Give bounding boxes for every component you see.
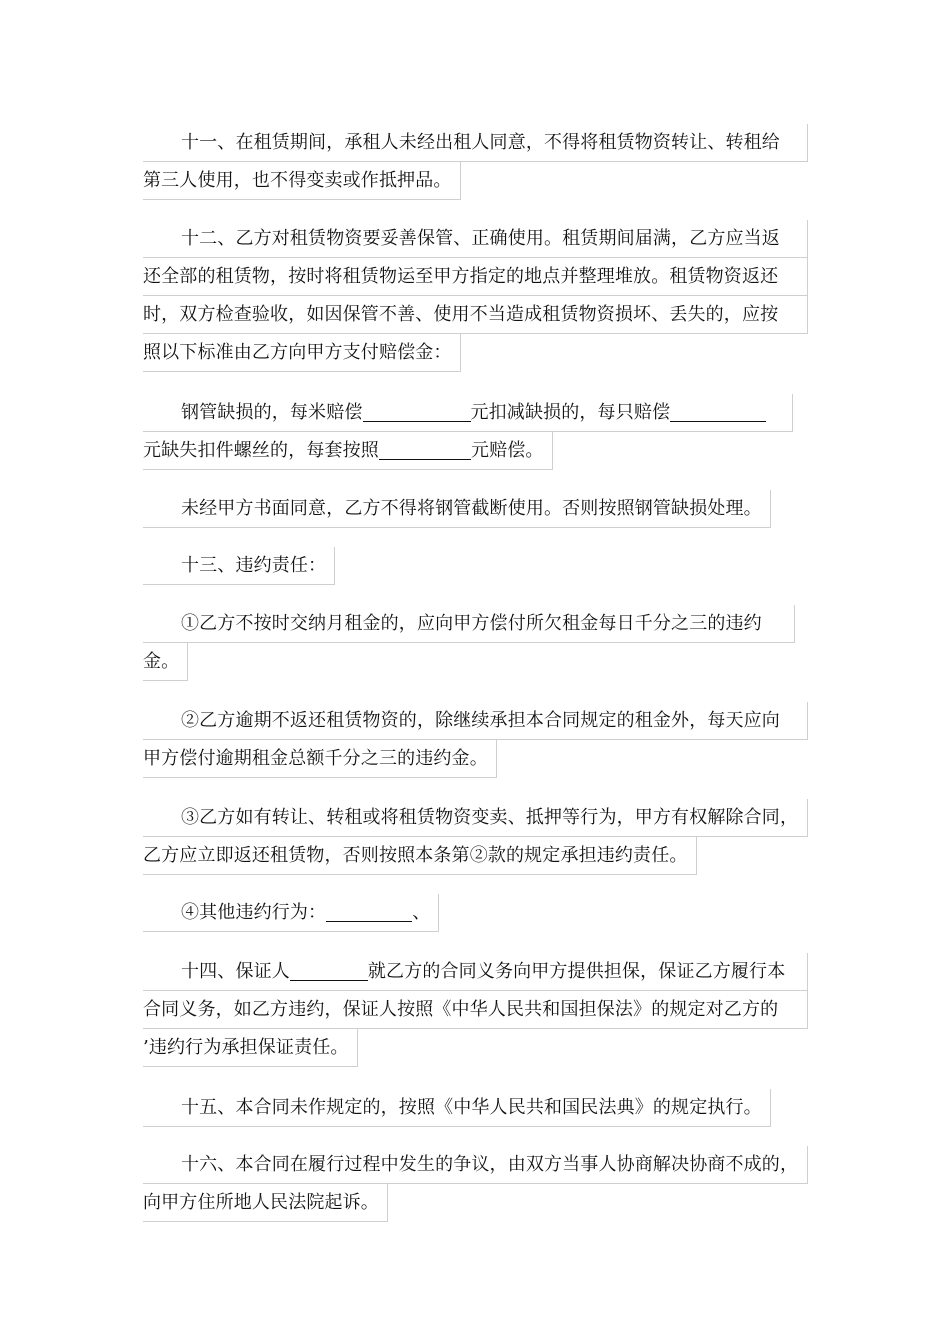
breach-item-1 [143,605,808,681]
article-16 [143,1146,808,1222]
article-15-line: 十五、本合同未作规定的，按照《中华人民共和国民法典》的规定执行。 [143,1089,771,1127]
cutting-rule-line: 未经甲方书面同意，乙方不得将钢管截断使用。否则按照钢管缺损处理。 [143,490,771,528]
breach-item-2-line-2: 甲方偿付逾期租金总额千分之三的违约金。 [143,740,497,778]
article-12-line-4: 照以下标准由乙方向甲方支付赔偿金： [143,334,461,372]
screw-set-blank[interactable] [379,437,471,460]
article-16-line-2: 向甲方住所地人民法院起诉。 [143,1184,388,1222]
compensation-standard [143,394,808,470]
breach-item-2-line-1: ②乙方逾期不返还租赁物资的，除继续承担本合同规定的租金外，每天应向 [143,702,808,740]
article-14-line-1-rest: 就乙方的合同义务向甲方提供担保，保证乙方履行本 [367,961,786,982]
breach-item-4-prefix: ④其他违约行为： [181,902,327,923]
compensation-text-2: 元扣减缺损的，每只赔偿 [470,402,671,423]
article-14-line-3: ’违约行为承担保证责任。 [143,1029,358,1067]
breach-item-1-line-2: 金。 [143,643,188,681]
compensation-line-2 [143,432,553,470]
breach-item-4 [143,894,808,932]
other-breach-blank[interactable] [326,899,412,922]
article-15 [143,1089,808,1127]
article-14 [143,953,808,1067]
compensation-text-3: 元缺失扣件螺丝的，每套按照 [143,440,379,461]
article-12-line-2: 还全部的租赁物，按时将租赁物运至甲方指定的地点并整理堆放。租赁物资返还 [143,258,808,296]
article-14-line-2: 合同义务，如乙方违约，保证人按照《中华人民共和国担保法》的规定对乙方的 [143,991,808,1029]
article-11-line-1: 十一、在租赁期间，承租人未经出租人同意，不得将租赁物资转让、转租给 [143,124,808,162]
compensation-text-1: 钢管缺损的，每米赔偿 [181,402,363,423]
compensation-line-1 [143,394,793,432]
breach-item-3-line-1: ③乙方如有转让、转租或将租赁物资变卖、抵押等行为，甲方有权解除合同， [143,799,808,837]
breach-item-4-line [143,894,439,932]
article-12-line-3: 时，双方检查验收，如因保管不善、使用不当造成租赁物资损坏、丢失的，应按 [143,296,808,334]
breach-item-2 [143,702,808,778]
breach-item-3-line-2: 乙方应立即返还租赁物，否则按照本条第②款的规定承担违约责任。 [143,837,697,875]
article-13-title: 十三、违约责任： [143,547,335,585]
article-14-line-1 [143,953,808,991]
guarantor-blank[interactable] [290,958,368,981]
breach-item-3 [143,799,808,875]
cutting-rule [143,490,808,528]
compensation-text-4: 元赔偿。 [470,440,544,461]
steel-pipe-per-meter-blank[interactable] [363,399,471,422]
article-12-line-1: 十二、乙方对租赁物资要妥善保管、正确使用。租赁期间届满，乙方应当返 [143,220,808,258]
article-11-line-2: 第三人使用，也不得变卖或作抵押品。 [143,162,461,200]
fastener-per-piece-blank[interactable] [670,399,766,422]
article-11 [143,124,808,200]
breach-item-4-suffix: 、 [412,902,431,923]
article-14-prefix: 十四、保证人 [181,961,290,982]
article-16-line-1: 十六、本合同在履行过程中发生的争议，由双方当事人协商解决协商不成的， [143,1146,808,1184]
breach-item-1-line-1: ①乙方不按时交纳月租金的，应向甲方偿付所欠租金每日千分之三的违约 [143,605,795,643]
article-12 [143,220,808,372]
article-13 [143,547,808,585]
